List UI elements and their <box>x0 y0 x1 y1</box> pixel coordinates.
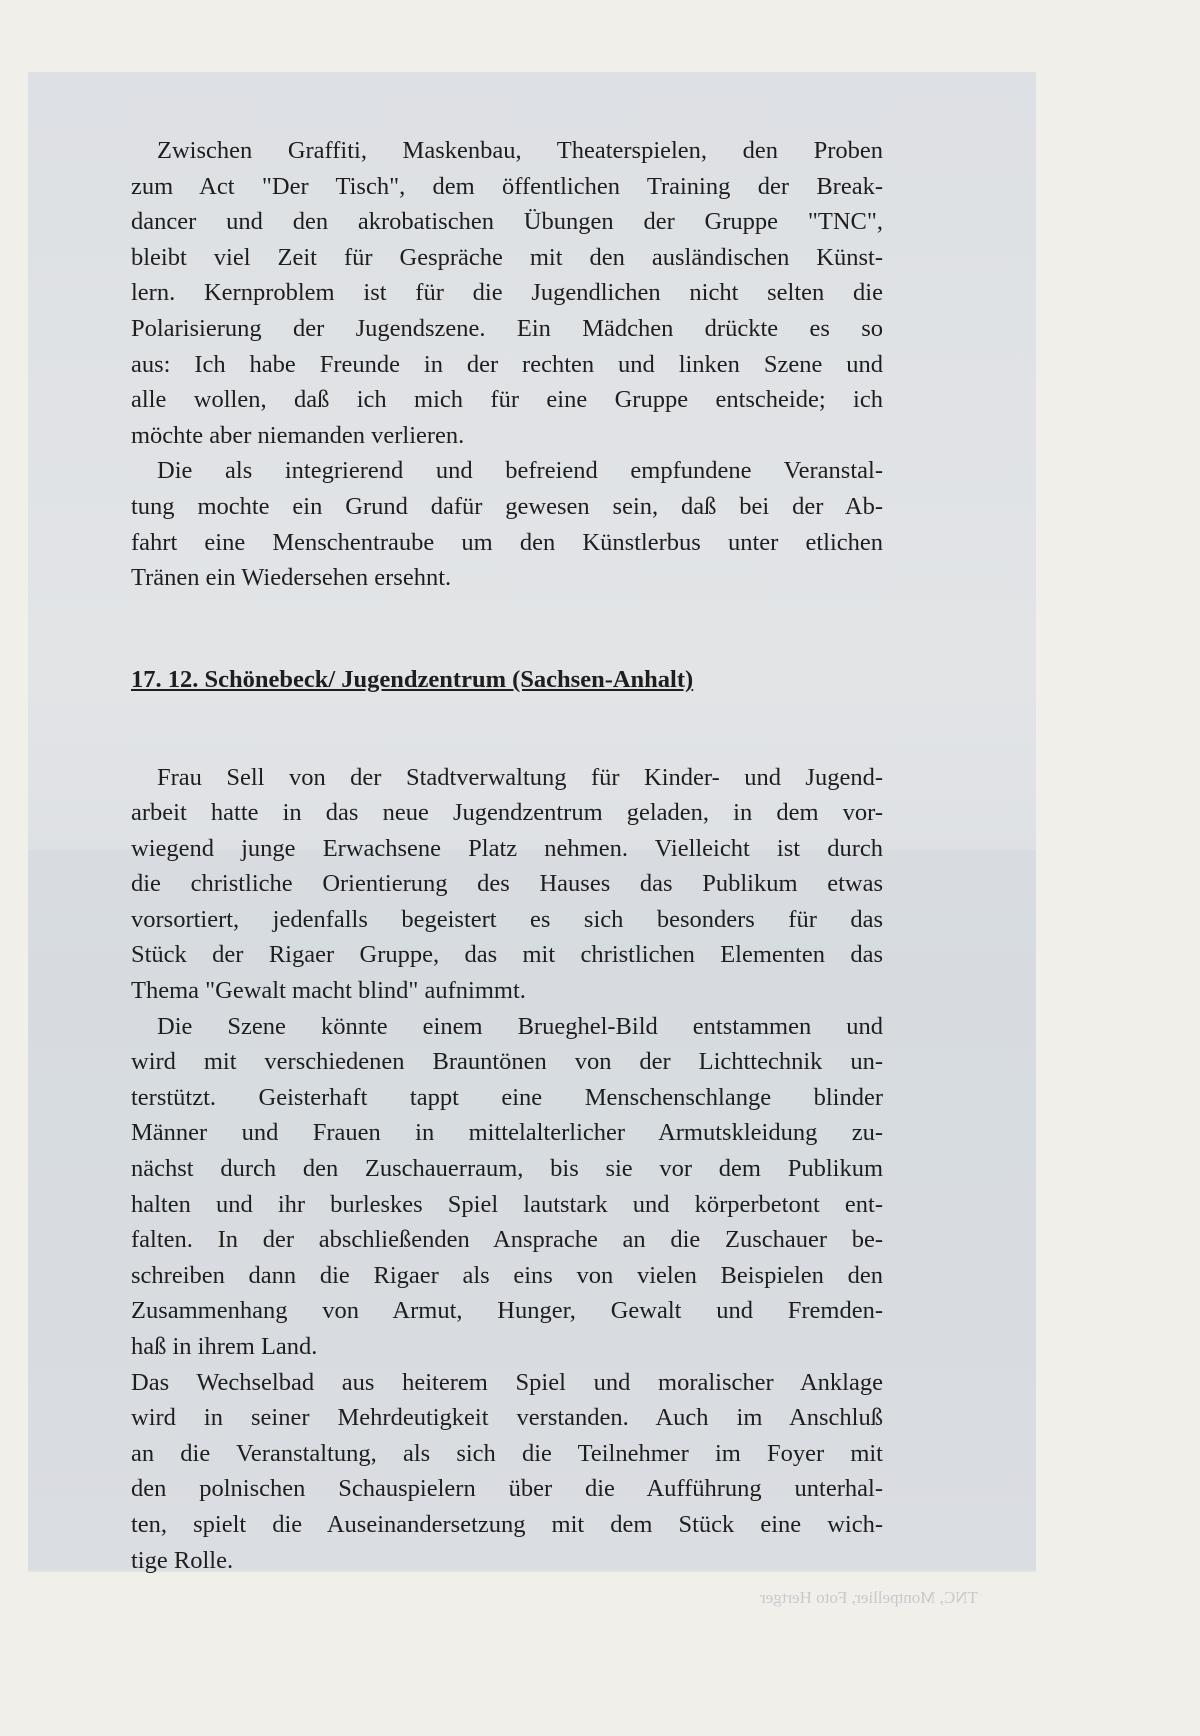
text-line: Männer und Frauen in mittelalterlicher Armutskleidung zu- <box>131 1119 883 1147</box>
text-line: Polarisierung der Jugendszene. Ein Mädchen drückte es so <box>131 314 883 342</box>
text-line: tige Rolle. <box>131 1546 234 1574</box>
paragraph <box>131 760 883 1009</box>
text-line: tung mochte ein Grund dafür gewesen sein, daß bei der Ab- <box>131 492 883 520</box>
text-line: wird in seiner Mehrdeutigkeit verstanden. Auch im Anschluß <box>131 1404 883 1432</box>
section-bottom-text <box>131 760 883 1579</box>
document-body <box>131 133 883 1578</box>
text-line: ten, spielt die Auseinandersetzung mit dem Stück eine wich- <box>131 1510 883 1538</box>
text-line: lern. Kernproblem ist für die Jugendlichen nicht selten die <box>131 279 883 307</box>
text-line: an die Veranstaltung, als sich die Teilnehmer im Foyer mit <box>131 1439 883 1467</box>
text-line: nächst durch den Zuschauerraum, bis sie vor dem Publikum <box>131 1155 883 1183</box>
text-line: Thema "Gewalt macht blind" aufnimmt. <box>131 977 526 1005</box>
text-line: Das Wechselbad aus heiterem Spiel und moralischer Anklage <box>131 1368 883 1396</box>
text-line: Die Szene könnte einem Brueghel-Bild entstammen und <box>157 1012 883 1040</box>
text-line: Stück der Rigaer Gruppe, das mit christlichen Elementen das <box>131 941 883 969</box>
text-line: dancer und den akrobatischen Übungen der Gruppe "TNC", <box>131 208 883 236</box>
text-line: wiegend junge Erwachsene Platz nehmen. Vielleicht ist durch <box>131 834 883 862</box>
text-line: die christliche Orientierung des Hauses das Publikum etwas <box>131 870 883 898</box>
text-line: falten. In der abschließenden Ansprache an die Zuschauer be- <box>131 1226 883 1254</box>
section-top-text <box>131 133 883 596</box>
text-line: arbeit hatte in das neue Jugendzentrum geladen, in dem vor- <box>131 799 883 827</box>
text-line: bleibt viel Zeit für Gespräche mit den ausländischen Künst- <box>131 243 883 271</box>
showthrough-caption: TNC, Montpellier, Foto Hertger <box>760 1588 978 1607</box>
text-line: terstützt. Geisterhaft tappt eine Menschenschlange blinder <box>131 1083 883 1111</box>
text-line: Tränen ein Wiedersehen ersehnt. <box>131 564 452 592</box>
paragraph <box>131 1009 883 1365</box>
text-line: aus: Ich habe Freunde in der rechten und linken Szene und <box>131 350 883 378</box>
text-line: schreiben dann die Rigaer als eins von vielen Beispielen den <box>131 1261 883 1289</box>
text-line: möchte aber niemanden verlieren. <box>131 421 465 449</box>
text-line: Die als integrierend und befreiend empfundene Veranstal- <box>157 457 883 485</box>
text-line: zum Act "Der Tisch", dem öffentlichen Training der Break- <box>131 172 883 200</box>
text-line: vorsortiert, jedenfalls begeistert es sich besonders für das <box>131 905 883 933</box>
spacer <box>131 631 883 662</box>
paragraph <box>131 453 883 595</box>
section-heading: 17. 12. Schönebeck/ Jugendzentrum (Sachsen-Anhalt) <box>131 666 694 694</box>
spacer <box>131 698 883 734</box>
text-line: halten und ihr burleskes Spiel lautstark und körperbetont ent- <box>131 1190 883 1218</box>
text-line: Zwischen Graffiti, Maskenbau, Theaterspielen, den Proben <box>157 137 883 164</box>
spacer <box>131 596 883 632</box>
text-line: fahrt eine Menschentraube um den Künstlerbus unter etlichen <box>131 528 883 556</box>
paragraph <box>131 133 883 453</box>
spacer <box>131 734 883 760</box>
text-line: Frau Sell von der Stadtverwaltung für Kinder- und Jugend- <box>157 763 883 791</box>
text-line: alle wollen, daß ich mich für eine Gruppe entscheide; ich <box>131 386 883 414</box>
paragraph <box>131 1365 883 1579</box>
text-line: den polnischen Schauspielern über die Aufführung unterhal- <box>131 1475 883 1503</box>
text-line: wird mit verschiedenen Brauntönen von der Lichttechnik un- <box>131 1048 883 1076</box>
text-line: haß in ihrem Land. <box>131 1333 318 1360</box>
text-line: Zusammenhang von Armut, Hunger, Gewalt und Fremden- <box>131 1297 883 1325</box>
